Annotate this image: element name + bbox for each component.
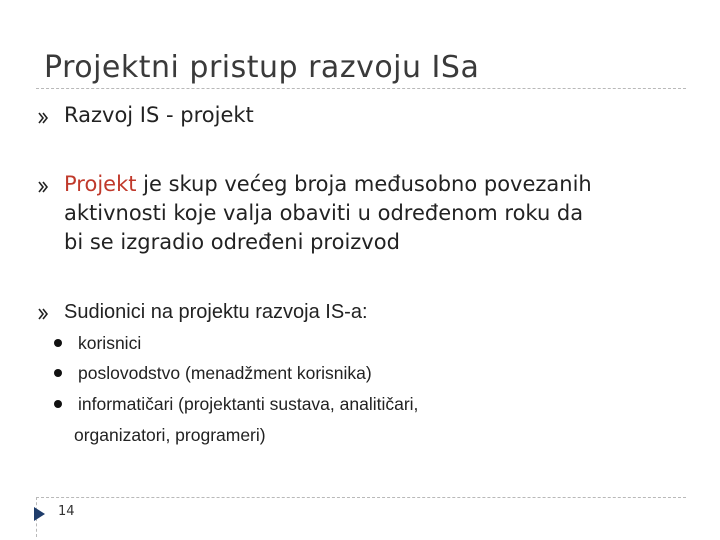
page-number: 14 xyxy=(58,504,75,519)
bullet-icon xyxy=(38,181,48,193)
bullet-icon xyxy=(38,308,48,320)
bullet-icon xyxy=(38,112,48,124)
dot-icon xyxy=(54,339,62,347)
definition-line-3: bi se izgradio određeni proizvod xyxy=(64,230,400,254)
sub-list-item xyxy=(54,393,418,415)
sub-item-label: informatičari (projektanti sustava, analitičari, xyxy=(78,394,419,414)
definition-line-1: je skup većeg broja međusobno povezanih xyxy=(136,172,592,196)
bullet-razvoj: Razvoj IS - projekt xyxy=(64,103,254,127)
sub-list-item xyxy=(54,332,141,354)
dot-icon xyxy=(54,369,62,377)
footer-divider xyxy=(36,497,686,498)
highlight-term: Projekt xyxy=(64,172,137,196)
sub-item-label: poslovodstvo (menadžment korisnika) xyxy=(78,363,372,383)
sub-list-item xyxy=(54,362,372,384)
sub-item-label: korisnici xyxy=(78,333,142,353)
bullet-projekt-definition xyxy=(64,170,592,257)
play-arrow-icon xyxy=(34,507,45,521)
bullet-sudionici: Sudionici na projektu razvoja IS-a: xyxy=(64,301,368,323)
sub-item-continuation: organizatori, programeri) xyxy=(74,425,266,445)
title-divider xyxy=(36,88,686,89)
definition-line-2: aktivnosti koje valja obaviti u određenom roku da xyxy=(64,201,584,225)
slide-title: Projektni pristup razvoju ISa xyxy=(44,50,480,85)
dot-icon xyxy=(54,400,62,408)
